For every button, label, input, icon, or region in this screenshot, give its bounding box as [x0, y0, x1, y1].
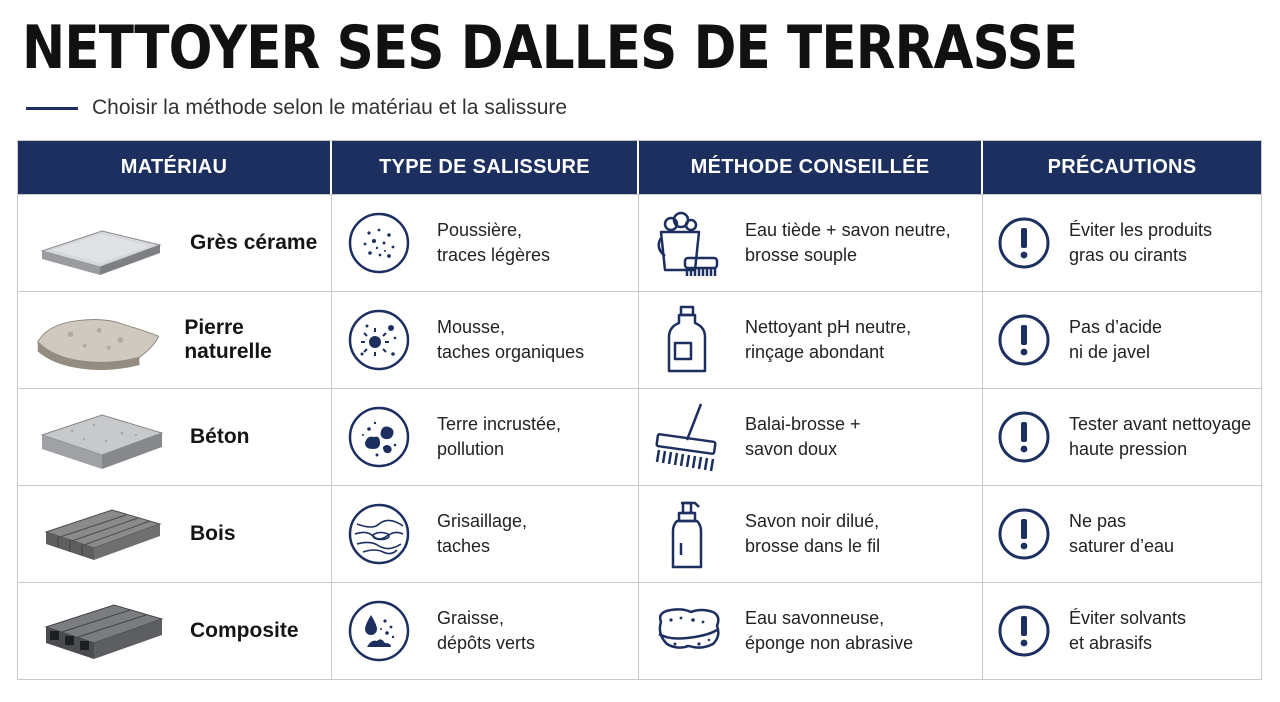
material-cell	[18, 195, 332, 291]
wood-planks-image	[32, 494, 172, 574]
caution-cell	[983, 292, 1261, 388]
method-text: Savon noir dilué, brosse dans le fil	[745, 511, 881, 556]
warning-exclamation-icon	[997, 410, 1051, 464]
warning-exclamation-icon	[997, 507, 1051, 561]
material-cell	[18, 486, 332, 582]
dirt-cell	[332, 583, 639, 679]
material-label: Bois	[190, 522, 236, 545]
caution-text: Tester avant nettoyage haute pression	[1069, 414, 1252, 459]
dirt-cell	[332, 195, 639, 291]
method-cell	[639, 195, 983, 291]
method-text: Balai-brosse + savon doux	[745, 414, 861, 459]
material-cell	[18, 292, 332, 388]
cleaning-table	[17, 140, 1262, 680]
table-row	[18, 388, 1261, 485]
dirt-text: Graisse, dépôts verts	[437, 608, 536, 653]
material-cell	[18, 583, 332, 679]
caution-text: Éviter les produits gras ou cirants	[1069, 220, 1213, 265]
caution-cell	[983, 195, 1261, 291]
dirt-text: Grisaillage, taches	[437, 511, 528, 556]
method-text: Nettoyant pH neutre, rinçage abondant	[745, 317, 912, 362]
method-cell	[639, 486, 983, 582]
warning-exclamation-icon	[997, 216, 1051, 270]
caution-text: Pas d’acide ni de javel	[1069, 317, 1163, 362]
caution-text: Ne pas saturer d’eau	[1069, 511, 1175, 556]
dirt-cell	[332, 486, 639, 582]
material-label: Grès cérame	[190, 231, 318, 254]
caution-cell	[983, 486, 1261, 582]
porcelain-tile-image	[32, 203, 172, 283]
caution-cell	[983, 389, 1261, 485]
dirt-text: Terre incrustée, pollution	[437, 414, 562, 459]
column-header-method: MÉTHODE CONSEILLÉE	[639, 141, 983, 194]
grease-drop-icon	[347, 599, 411, 663]
table-header-row	[18, 141, 1261, 194]
method-cell	[639, 292, 983, 388]
method-cell	[639, 389, 983, 485]
soap-pump-icon	[653, 497, 723, 571]
dirt-text: Mousse, taches organiques	[437, 317, 585, 362]
dirt-cell	[332, 389, 639, 485]
page-subtitle: Choisir la méthode selon le matériau et la salissure	[92, 96, 568, 119]
subtitle-row	[26, 96, 567, 120]
subtitle-rule	[26, 107, 78, 110]
method-cell	[639, 583, 983, 679]
composite-boards-image	[32, 591, 172, 671]
column-header-dirt-type: TYPE DE SALISSURE	[332, 141, 639, 194]
page-title: NETTOYER SES DALLES DE TERRASSE	[22, 13, 1078, 83]
warning-exclamation-icon	[997, 604, 1051, 658]
table-row	[18, 194, 1261, 291]
caution-cell	[983, 583, 1261, 679]
natural-stone-image	[32, 300, 166, 380]
wood-grain-icon	[347, 502, 411, 566]
method-text: Eau tiède + savon neutre, brosse souple	[745, 220, 951, 265]
method-text: Eau savonneuse, éponge non abrasive	[745, 608, 914, 653]
warning-exclamation-icon	[997, 313, 1051, 367]
dirt-text: Poussière, traces légères	[437, 220, 551, 265]
table-row	[18, 291, 1261, 388]
material-cell	[18, 389, 332, 485]
column-header-precautions: PRÉCAUTIONS	[1047, 156, 1197, 178]
moss-spores-icon	[347, 308, 411, 372]
push-broom-icon	[653, 400, 723, 474]
table-row	[18, 582, 1261, 679]
dirt-cell	[332, 292, 639, 388]
bucket-brush-icon	[653, 206, 723, 280]
concrete-slab-image	[32, 397, 172, 477]
table-row	[18, 485, 1261, 582]
dirt-clumps-icon	[347, 405, 411, 469]
dust-dots-icon	[347, 211, 411, 275]
caution-text: Éviter solvants et abrasifs	[1069, 608, 1187, 653]
column-header-material: MATÉRIAU	[18, 141, 332, 194]
material-label: Béton	[190, 425, 250, 448]
sponge-icon	[653, 594, 723, 668]
material-label: Pierre naturelle	[184, 316, 272, 363]
material-label: Composite	[190, 619, 299, 642]
cleaner-bottle-icon	[653, 303, 723, 377]
